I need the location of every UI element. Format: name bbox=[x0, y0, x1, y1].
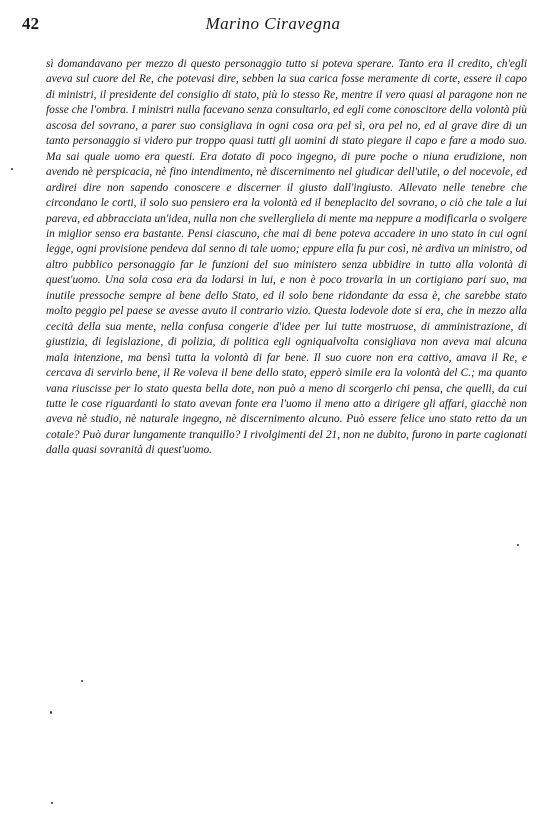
page-number: 42 bbox=[22, 14, 39, 33]
scan-speck bbox=[50, 711, 52, 714]
running-title: Marino Ciravegna bbox=[205, 14, 341, 33]
page-header bbox=[22, 14, 524, 36]
scan-speck bbox=[81, 680, 83, 682]
scan-speck bbox=[517, 544, 519, 546]
scan-speck bbox=[11, 168, 13, 170]
scan-speck bbox=[51, 802, 53, 804]
body-paragraph: sì domandavano per mezzo di questo personaggio tutto si poteva sperare. Tanto era il credito, ch'egli aveva sul cuore del Re, che potevasi dire, sebben la sua carica fosse meramente di corte, essere il capo di ministri, il presidente del consiglio di stato, più lo stesso Re, mentre il vero quasi al paragone non ne fosse che l'ombra. I ministri nulla facevano senza consultarlo, ed egli come conoscitore della volontà più ascosa del sovrano, a parer suo consigliava in ogni cosa ora pel sì, ora pel no, ed al grave dire di un tanto personaggio si videro pur troppo quasi tutti gli uomini di stato piegare il capo e fare a modo suo. Ma sai quale uomo era questi. Era dotato di poco ingegno, di pure poche o niuna erudizione, non avendo nè perspicacia, nè fino intendimento, nè discernimento nel giudicar dell'utile, o del nocevole, ed ardirei dire non sapendo conoscere e discerner il giusto dall'ingiusto. Allevato nelle tenebre che circondano le corti, il solo suo pensiero era la volontà ed il beneplacito del sovrano, o ciò che tale a lui pareva, ed abbracciata un'idea, nulla non che svellergliela di mente ma neppure a modificarla o svolgere in miglior senso era bastante. Pensi ciascuno, che mai di bene poteva accadere in uno stato in cui ogni legge, ogni provisione pendeva dal senno di tale uomo; eppure ella fu pur così, nè ardiva un ministro, od altro pubblico personaggio far le funzioni del suo ministero senza ubbidire in tutto alla volontà di quest'uomo. Una sola cosa era da lodarsi in lui, e non è poco trovarla in un cortigiano pari suo, ma inutile pressoche sempre al bene dello Stato, ed il solo bene ridondante da essa è, che sarebbe stato molto peggio pel paese se avesse avuto il contrario vizio. Questa lodevole dote si era, che in mezzo alla cecità della sua mente, nella confusa congerie d'idee per lui tutte mostruose, di amministrazione, di giustizia, di legislazione, di polizia, di politica egli ogniqualvolta consigliava non aveva mai alcuna mala intenzione, ma bensì tutta la volontà di far bene. Il suo cuore non era cattivo, amava il Re, e cercava di servirlo bene, il Re voleva il bene dello stato, epperò simile era la volontà del C.; ma quanto vana riuscisse per lo stato questa bella dote, non può a meno di scorgerlo chi pensa, che quelli, da cui tutte le cose riguardanti lo stato avevan fonte era l'uomo il meno atto a dirigere gli affari, giacchè non aveva nè studio, nè naturale ingegno, nè discernimento alcuno. Può essere felice uno stato retto da un cotale? Può durar lungamente tranquillo? I rivolgimenti del 21, non ne dubito, furono in parte cagionati dalla quasi sovranità di quest'uomo. bbox=[46, 58, 527, 457]
